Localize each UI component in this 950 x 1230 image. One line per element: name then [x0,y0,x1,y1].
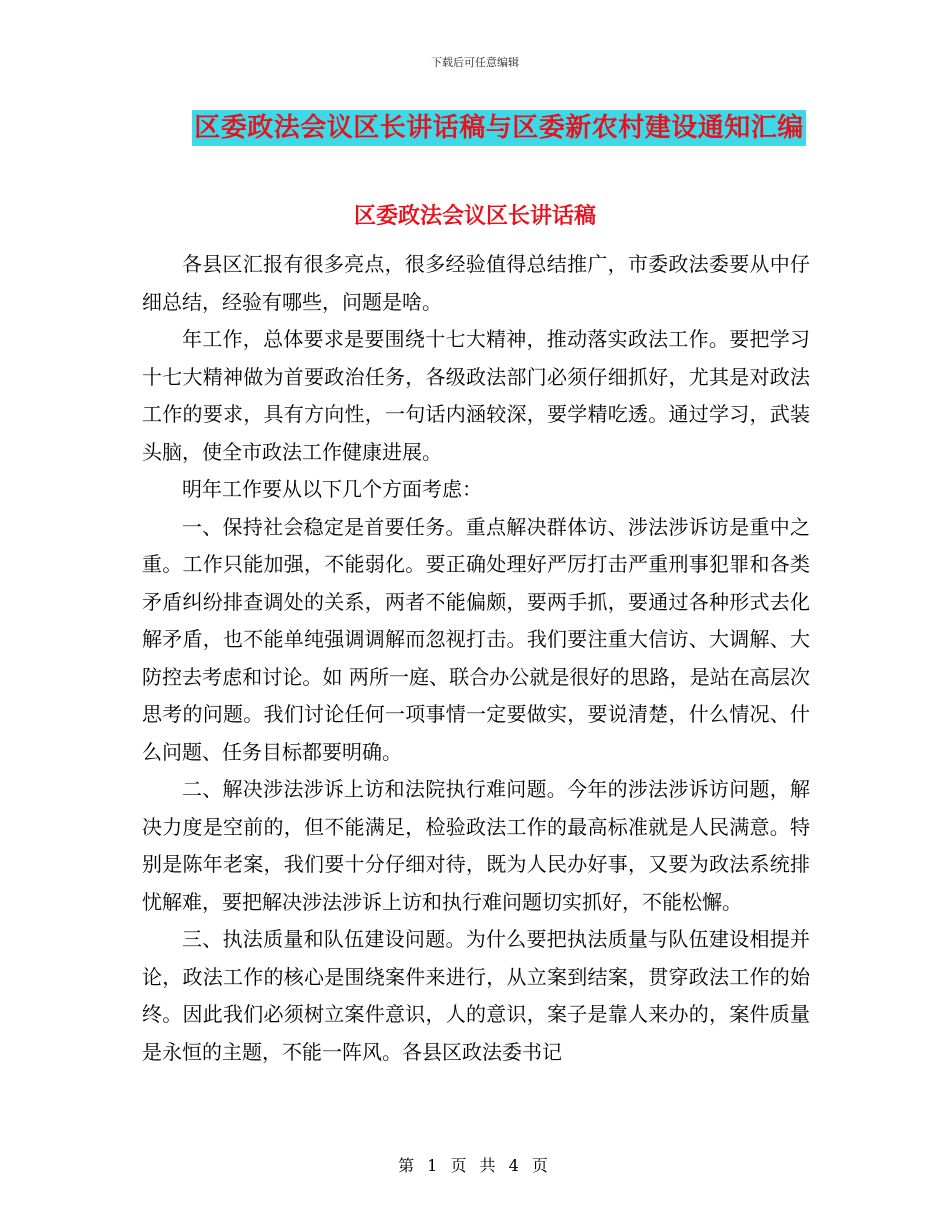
section-title: 区委政法会议区长讲话稿 [353,204,596,229]
page-footer: 第 1 页 共 4 页 [398,1156,552,1175]
header-note: 下载后可任意编辑 [431,56,519,69]
paragraph: 三、执法质量和队伍建设问题。为什么要把执法质量与队伍建设相提并论，政法工作的核心是围绕案件来进行，从立案到结案，贯穿政法工作的始终。因此我们必须树立案件意识，人的意识，案子是靠人来办的，案件质量是永恒的主题，不能一阵风。各县区政法委书记 [142,927,810,1064]
paragraph: 一、保持社会稳定是首要任务。重点解决群体访、涉法涉诉访是重中之重。工作只能加强，不能弱化。要正确处理好严厉打击严重刑事犯罪和各类矛盾纠纷排查调处的关系，两者不能偏颇，要两手抓，要通过各种形式去化解矛盾，也不能单纯强调调解而忽视打击。我们要注重大信访、大调解、大防控去考虑和讨论。如 两所一庭、联合办公就是很好的思路，是站在高层次思考的问题。我们讨论任何一项事情一定要做实，要说清楚，什么情况、什么问题、任务目标都要明确。 [142,514,810,764]
paragraph: 二、解决涉法涉诉上访和法院执行难问题。今年的涉法涉诉访问题，解决力度是空前的，但不能满足，检验政法工作的最高标准就是人民满意。特别是陈年老案，我们要十分仔细对待，既为人民办好事，又要为政法系统排忧解难，要把解决涉法涉诉上访和执行难问题切实抓好，不能松懈。 [142,777,810,914]
paragraph: 各县区汇报有很多亮点，很多经验值得总结推广，市委政法委要从中仔细总结，经验有哪些，问题是啥。 [142,252,810,314]
document-body [142,246,810,1071]
paragraph: 年工作，总体要求是要围绕十七大精神，推动落实政法工作。要把学习十七大精神做为首要政治任务，各级政法部门必须仔细抓好，尤其是对政法工作的要求，具有方向性，一句话内涵较深，要学精吃透。通过学习，武装头脑，使全市政法工作健康进展。 [142,327,810,464]
paragraph: 明年工作要从以下几个方面考虑： [182,477,482,501]
main-title: 区委政法会议区长讲话稿与区委新农村建设通知汇编 [192,110,806,146]
main-title-container [0,110,950,146]
